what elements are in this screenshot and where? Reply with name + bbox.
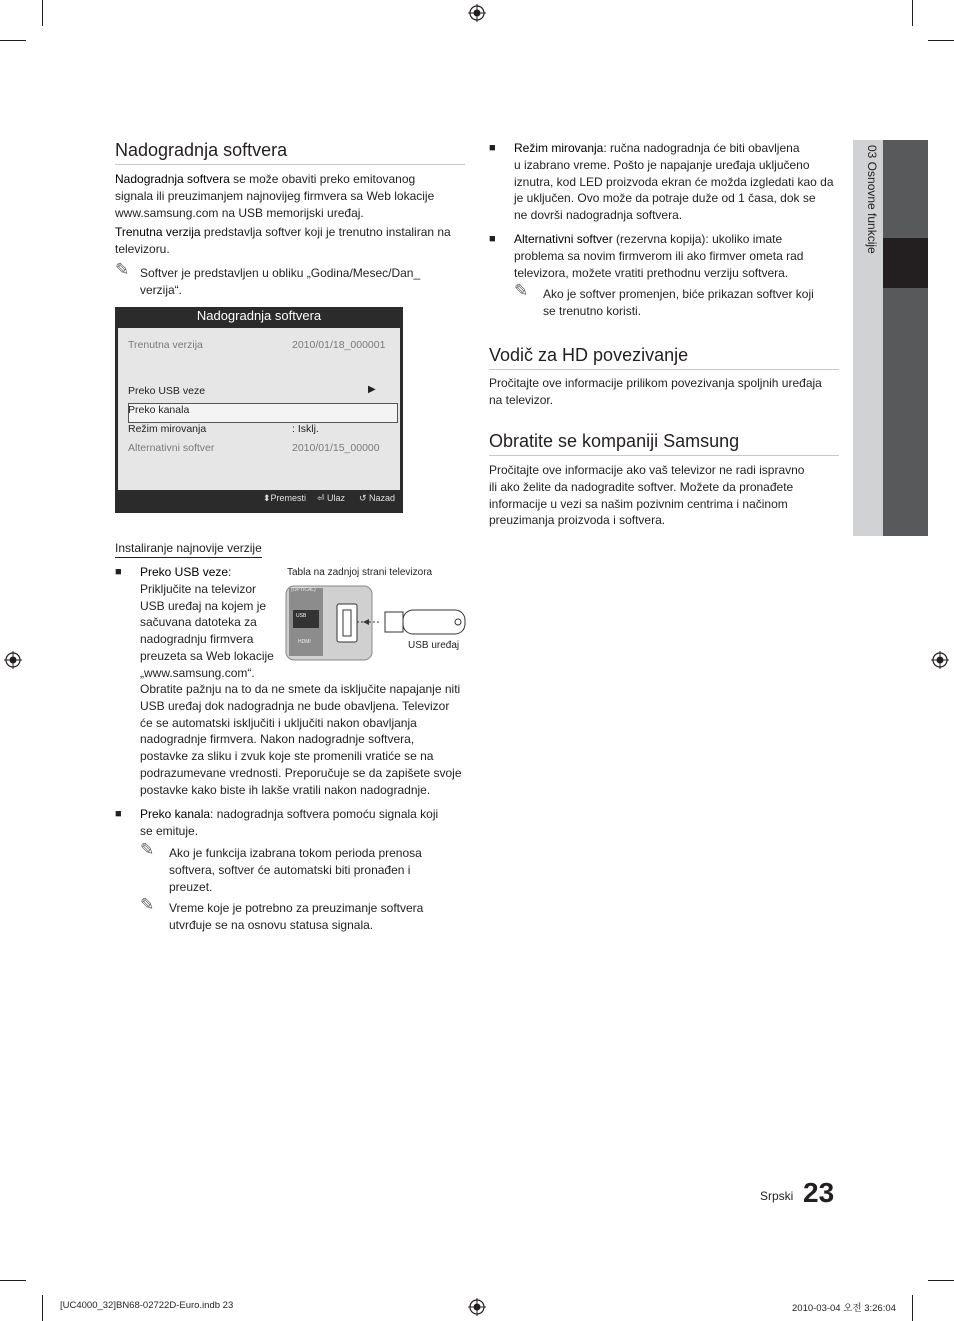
usb-device-caption: USB uređaj	[408, 640, 460, 651]
note-text: Ako je funkcija izabrana tokom perioda prenosa	[169, 846, 422, 860]
crop-mark	[912, 1295, 913, 1321]
osd-current-version-label: Trenutna verzija	[128, 339, 203, 351]
note-changed-software	[543, 286, 843, 320]
chapter-tab-marker	[883, 238, 928, 288]
section-title-software-upgrade: Nadogradnja softvera	[115, 140, 465, 165]
note-text: softvera, softver će automatski biti pronađen i	[169, 862, 411, 877]
usb-text: sačuvana datoteka za	[140, 615, 257, 630]
channel-text: : nadogradnja softvera pomoću signala koji	[210, 807, 439, 821]
standby-term: Režim mirovanja	[514, 141, 604, 155]
enter-icon: ⏎	[317, 493, 328, 503]
bullet-square-icon: ■	[115, 808, 122, 820]
osd-current-version-value: 2010/01/18_000001	[292, 339, 386, 351]
chapter-tab-dark	[883, 140, 928, 536]
return-icon: ↺	[359, 493, 370, 503]
osd-arrow-right-icon: ▶	[368, 384, 376, 395]
usb-text: nadogradnje firmvera. Nakon nadogradnje softvera,	[140, 732, 415, 747]
osd-title: Nadogradnja softvera	[196, 308, 322, 323]
osd-footer-enter	[317, 493, 345, 504]
osd-item-alternative: Alternativni softver	[128, 442, 215, 454]
contact-text: preuzimanja proizvoda i softvera.	[489, 513, 666, 528]
crop-mark	[0, 40, 26, 41]
hd-text: Pročitajte ove informacije prilikom povezivanja spoljnih uređaja	[489, 376, 822, 390]
channel-method-paragraph	[140, 806, 470, 840]
tv-menu-screenshot	[115, 307, 403, 513]
osd-standby-value: : Isklj.	[292, 423, 319, 435]
usb-method-paragraph: Preko USB veze: Priključite na televizor USB uređaj na kojem je sačuvana datoteka za nadogradnju firmvera preuzeta sa Web lokacije „www.samsung.com“.	[140, 565, 274, 680]
alternative-term: Alternativni softver	[514, 232, 613, 246]
note-pencil-icon: ✎	[140, 840, 155, 859]
contact-text: ili ako želite da nadogradite softver. Možete da pronađete	[489, 479, 794, 494]
osd-footer-back-label: Nazad	[369, 493, 396, 503]
osd-item-channel[interactable]: Preko kanala	[128, 404, 190, 416]
section-title-hd-guide: Vodič za HD povezivanje	[489, 345, 839, 370]
chapter-label: 03 Osnovne funkcije	[865, 145, 879, 254]
registration-mark-icon	[468, 4, 486, 22]
contact-text: informacije u vezi sa našim pozivnim centrima i načinom	[489, 496, 788, 511]
usb-text: će se automatski isključiti i uključiti nakon obavljanja	[140, 715, 417, 730]
registration-mark-icon	[468, 1298, 486, 1316]
crop-mark	[0, 1280, 26, 1281]
note-text: verzija“.	[140, 282, 183, 297]
usb-text: postavke za sliku i zvuk koje ste promenili vratiće se na	[140, 749, 434, 764]
osd-menu-body	[118, 328, 400, 490]
osd-alternative-value: 2010/01/15_00000	[292, 442, 380, 454]
usb-text: Priključite na televizor	[140, 581, 257, 596]
current-version-term: Trenutna verzija	[115, 225, 201, 239]
note-auto-download	[169, 845, 469, 895]
panel-optical-label: (OPTICAL)	[291, 587, 316, 593]
intro-bold-term: Nadogradnja softvera	[115, 172, 230, 186]
contact-text: Pročitajte ove informacije ako vaš televizor ne radi ispravno	[489, 463, 805, 477]
usb-method-term: Preko USB veze	[140, 565, 229, 579]
alternative-text: problema sa novim firmverom ili ako firmver ometa rad	[514, 248, 804, 263]
current-version-paragraph	[115, 224, 470, 258]
note-text: utvrđuje se na osnovu statusa signala.	[169, 917, 374, 932]
note-version-format	[140, 265, 470, 299]
footer-timestamp: 2010-03-04 오전 3:26:04	[792, 1303, 896, 1314]
osd-item-usb[interactable]: Preko USB veze	[128, 385, 206, 397]
intro-paragraph	[115, 171, 470, 221]
usb-text: USB uređaj dok nadogradnja ne bude obavljena. Televizor	[140, 698, 450, 713]
osd-footer-enter-label: Ulaz	[327, 493, 346, 503]
channel-text: se emituje.	[140, 823, 199, 838]
crop-mark	[928, 1280, 954, 1281]
note-pencil-icon: ✎	[514, 281, 529, 300]
crop-mark	[42, 0, 43, 26]
note-text: se trenutno koristi.	[543, 303, 642, 318]
note-pencil-icon: ✎	[140, 895, 155, 914]
note-text: preuzet.	[169, 879, 213, 894]
up-down-icon: ⬍	[263, 493, 271, 503]
crop-mark	[912, 0, 913, 26]
usb-text: postavke kako biste ih lakše vratili nakon nadogradnje.	[140, 782, 431, 797]
standby-paragraph	[514, 140, 844, 224]
note-pencil-icon: ✎	[115, 260, 130, 279]
osd-footer-back	[359, 493, 395, 504]
usb-text: Obratite pažnju na to da ne smete da isključite napajanje niti	[140, 682, 461, 696]
section-title-contact-samsung: Obratite se kompaniji Samsung	[489, 431, 839, 456]
registration-mark-icon	[4, 651, 22, 669]
note-text: Softver je predstavljen u obliku „Godina/Mesec/Dan_	[140, 266, 421, 280]
channel-method-term: Preko kanala	[140, 807, 211, 821]
current-version-text: predstavlja softver koji je trenutno instaliran na	[200, 225, 451, 239]
usb-warning-paragraph	[140, 681, 470, 799]
registration-mark-icon	[931, 651, 949, 669]
usb-text: USB uređaj na kojem je	[140, 598, 267, 613]
bullet-square-icon: ■	[489, 233, 496, 245]
panel-usb-label: USB	[296, 613, 307, 619]
contact-samsung-paragraph	[489, 462, 844, 529]
standby-text: je uključen. Ovo može da potraje duže od 1 časa, dok se	[514, 191, 816, 206]
bullet-square-icon: ■	[489, 142, 496, 154]
intro-text: se može obaviti preko emitovanog	[229, 172, 416, 186]
alternative-paragraph	[514, 231, 844, 281]
footer-file-info: [UC4000_32]BN68-02722D-Euro.indb 23	[60, 1300, 234, 1311]
usb-text: podrazumevane vrednosti. Preporučuje se da zapišete svoje	[140, 765, 462, 780]
panel-hdmi-label: HDMI	[298, 639, 311, 645]
standby-text: u izabrano vreme. Pošto je napajanje uređaja uključeno	[514, 157, 810, 172]
crop-mark	[928, 40, 954, 41]
footer-language: Srpski	[760, 1189, 794, 1203]
standby-text: : ručna nadogradnja će biti obavljena	[603, 141, 800, 155]
note-text: Ako je softver promenjen, biće prikazan softver koji	[543, 287, 814, 301]
osd-footer-move-label: Premesti	[270, 493, 307, 503]
bullet-square-icon: ■	[115, 566, 122, 578]
usb-text: preuzeta sa Web lokacije	[140, 648, 274, 663]
standby-text: ne dovrši nadogradnja softvera.	[514, 208, 683, 223]
usb-text: nadogradnju firmvera	[140, 632, 254, 647]
alternative-text: televizora, možete vratiti prethodnu verziju softvera.	[514, 265, 789, 280]
alternative-text: (rezervna kopija): ukoliko imate	[612, 232, 783, 246]
usb-text: „www.samsung.com“.	[140, 665, 255, 680]
crop-mark	[42, 1295, 43, 1321]
page-number: 23	[803, 1177, 835, 1208]
panel-caption: Tabla na zadnjoj strani televizora	[287, 567, 433, 578]
current-version-text: televizoru.	[115, 241, 170, 256]
osd-item-standby[interactable]: Režim mirovanja	[128, 423, 207, 435]
hd-text: na televizor.	[489, 392, 554, 407]
osd-footer-move	[263, 493, 306, 504]
note-download-time	[169, 900, 469, 934]
intro-text: signala ili preuzimanjem najnovijeg firmvera sa Web lokacije	[115, 188, 435, 203]
hd-guide-paragraph	[489, 375, 844, 409]
intro-text: www.samsung.com na USB memorijski uređaj.	[115, 205, 364, 220]
install-subtitle: Instaliranje najnovije verzije	[115, 540, 262, 558]
note-text: Vreme koje je potrebno za preuzimanje softvera	[169, 901, 424, 915]
standby-text: iznutra, kod LED proizvoda ekran će možda izgledati kao da	[514, 174, 834, 189]
